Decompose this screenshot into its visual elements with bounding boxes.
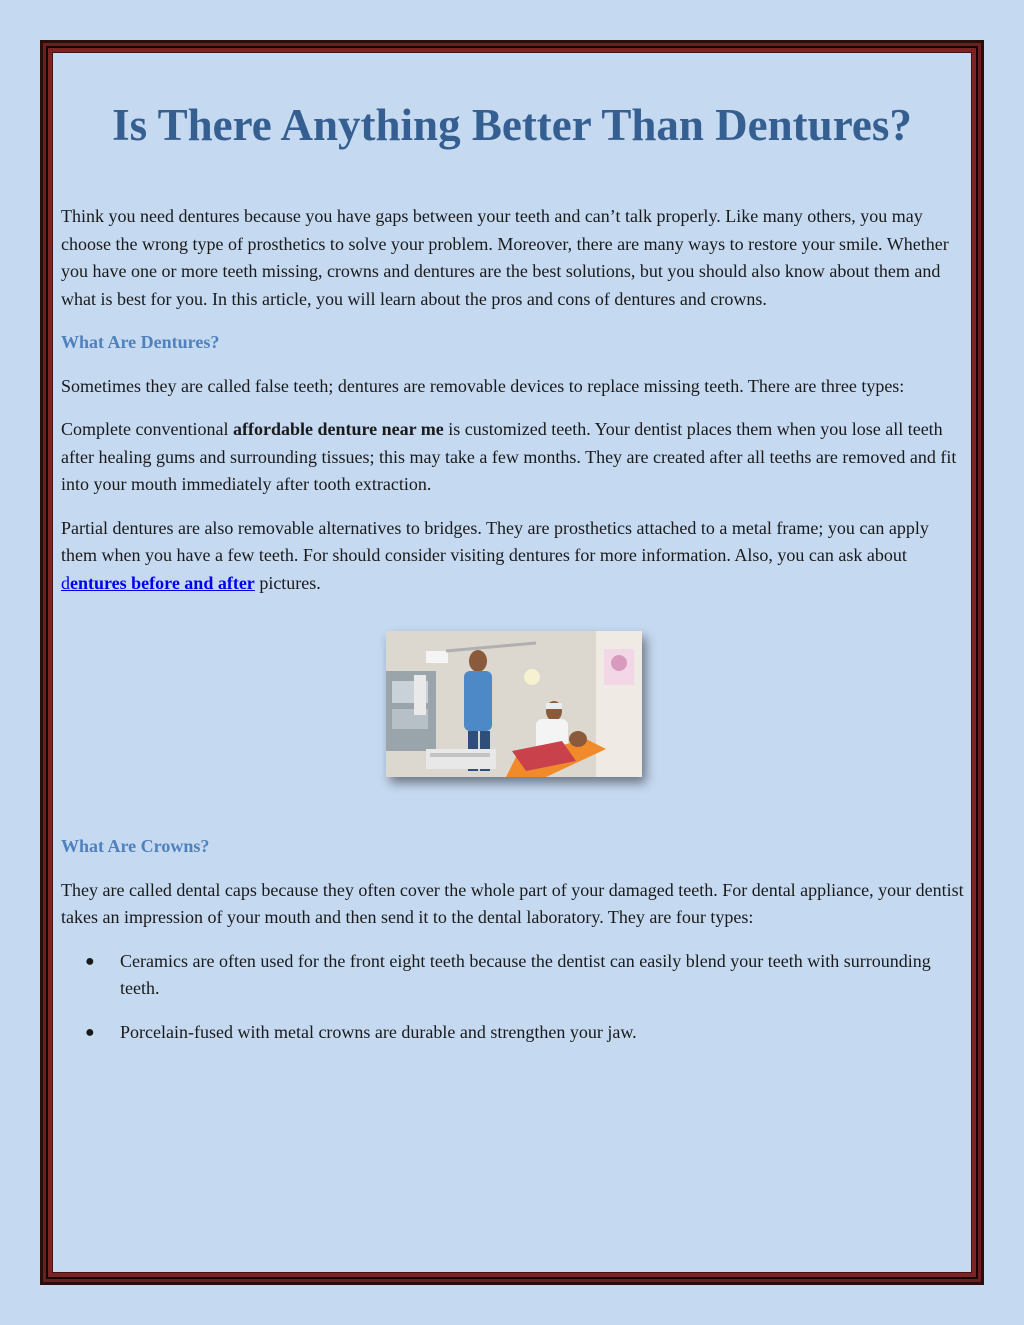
- crowns-heading: What Are Crowns?: [61, 836, 210, 856]
- list-item: [61, 948, 966, 1003]
- link-first-letter: d: [61, 572, 70, 593]
- list-item: [61, 1019, 966, 1047]
- dentures-heading: What Are Dentures?: [61, 332, 220, 352]
- dentures-p2-before: Complete conventional: [61, 419, 233, 439]
- dentures-p2-after: is customized teeth. Your dentist places them when you lose all teeth after healing gums and surrounding tissues; this may take a few months. They are created after all teeths are removed and fit into your mouth immediately after tooth extraction.: [61, 419, 957, 494]
- page-title: Is There Anything Better Than Dentures?: [112, 100, 912, 150]
- intro-paragraph: Think you need dentures because you have gaps between your teeth and can’t talk properly. Like many others, you may choose the wrong type of prosthetics to solve your problem. Moreover, there are many ways to restore your smile. Whether you have one or more teeth missing, crowns and dentures are the best solutions, but you should also know about them and what is best for you. In this article, you will learn about the pros and cons of dentures and crowns.: [61, 206, 949, 309]
- dentures-paragraph-3: [61, 515, 966, 598]
- list-item-text: Porcelain-fused with metal crowns are durable and strengthen your jaw.: [120, 1021, 637, 1042]
- dentures-paragraph-1: Sometimes they are called false teeth; dentures are removable devices to replace missing teeth. There are three types:: [61, 375, 905, 396]
- bullet-icon: ●: [85, 1023, 95, 1041]
- dental-clinic-illustration: [386, 631, 642, 777]
- dental-clinic-photo: [386, 631, 642, 777]
- bullet-icon: ●: [85, 952, 95, 970]
- crown-types-list: [61, 948, 966, 1047]
- dentures-before-after-link[interactable]: [61, 573, 255, 593]
- dentures-paragraph-2: [61, 416, 966, 499]
- figure: [61, 631, 966, 777]
- affordable-denture-phrase: affordable denture near me: [232, 419, 444, 439]
- article-body: [61, 203, 966, 1062]
- dentures-p3-before: Partial dentures are also removable alternatives to bridges. They are prosthetics attached to a metal frame; you can apply them when you have a few teeth. For should consider visiting dentures for more information. Also, you can ask about: [61, 517, 929, 565]
- link-rest: entures before and after: [70, 572, 255, 593]
- crowns-paragraph-1: They are called dental caps because they often cover the whole part of your damaged teeth. For dental appliance, your dentist takes an impression of your mouth and then send it to the dental laboratory. They are four types:: [61, 879, 964, 927]
- dentures-p3-after: pictures.: [254, 572, 321, 593]
- list-item-text: Ceramics are often used for the front eight teeth because the dentist can easily blend your teeth with surrounding teeth.: [120, 950, 931, 998]
